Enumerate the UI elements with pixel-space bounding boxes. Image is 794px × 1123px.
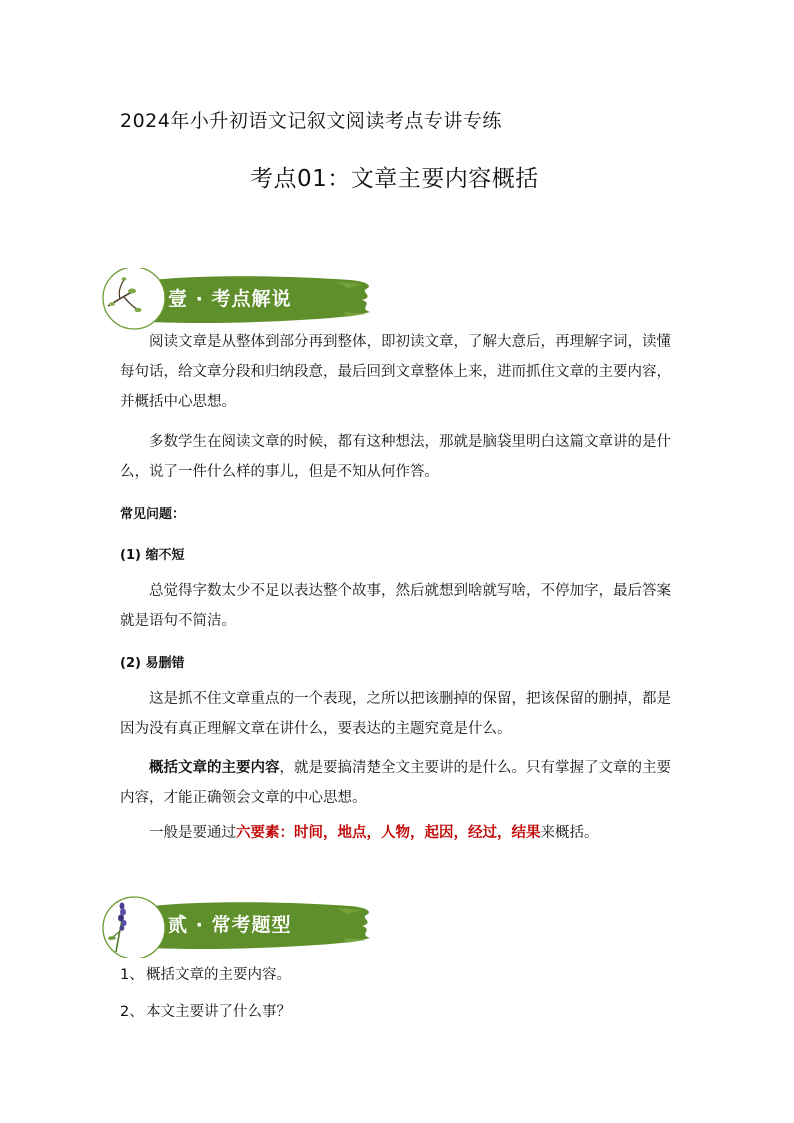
- summary-paragraph: [120, 753, 676, 813]
- list-item: [120, 963, 291, 984]
- intro-paragraph-1: 阅读文章是从整体到部分再到整体，即初读文章，了解大意后，再理解字词，读懂每句话，给文章分段和归纳段意，最后回到文章整体上来，进而抓住文章的主要内容，并概括中心思想。: [120, 334, 671, 410]
- problem-2-text: 这是抓不住文章重点的一个表现，之所以把该删掉的保留，把该保留的删掉，都是因为没有真正理解文章在讲什么，要表达的主题究竟是什么。: [120, 691, 671, 737]
- document-title: 2024年小升初语文记叙文阅读考点专讲专练: [120, 110, 502, 132]
- problem-2-heading: (2) 易删错: [120, 656, 185, 671]
- summary-rest: ，就是要搞清楚全文主要讲的是什么。只有掌握了文章的主要内容，才能正确领会文章的中心思想。: [120, 760, 671, 806]
- method-prefix: 一般是要通过: [149, 825, 236, 841]
- document-subtitle: 考点01：文章主要内容概括: [250, 166, 539, 192]
- list-item-text: 概括文章的主要内容。: [146, 967, 291, 983]
- intro-paragraph-2: 多数学生在阅读文章的时候，都有这种想法，那就是脑袋里明白这篇文章讲的是什么，说了一件什么样的事儿，但是不知从何作答。: [120, 434, 671, 480]
- branch-icon: [102, 266, 166, 330]
- section-banner-1: [100, 268, 390, 332]
- section-2-label: 贰 · 常考题型: [168, 914, 292, 936]
- problem-1-heading: (1) 缩不短: [120, 548, 185, 563]
- list-item: [120, 1000, 291, 1021]
- list-item-text: 本文主要讲了什么事？: [146, 1004, 291, 1020]
- method-paragraph: [120, 818, 676, 848]
- list-item-number: 1、: [120, 967, 144, 983]
- summary-bold-phrase: 概括文章的主要内容: [149, 760, 280, 776]
- common-problems-heading: 常见问题：: [120, 507, 186, 522]
- six-elements-highlight: 六要素：时间，地点，人物，起因，经过，结果: [236, 825, 541, 841]
- section-banner-2: [100, 894, 390, 958]
- problem-1-text: 总觉得字数太少不足以表达整个故事，然后就想到啥就写啥，不停加字，最后答案就是语句不简洁。: [120, 583, 671, 629]
- section-1-label: 壹 · 考点解说: [168, 288, 292, 310]
- list-item-number: 2、: [120, 1004, 144, 1020]
- lavender-flower-icon: [102, 896, 166, 960]
- method-suffix: 来概括。: [540, 825, 599, 841]
